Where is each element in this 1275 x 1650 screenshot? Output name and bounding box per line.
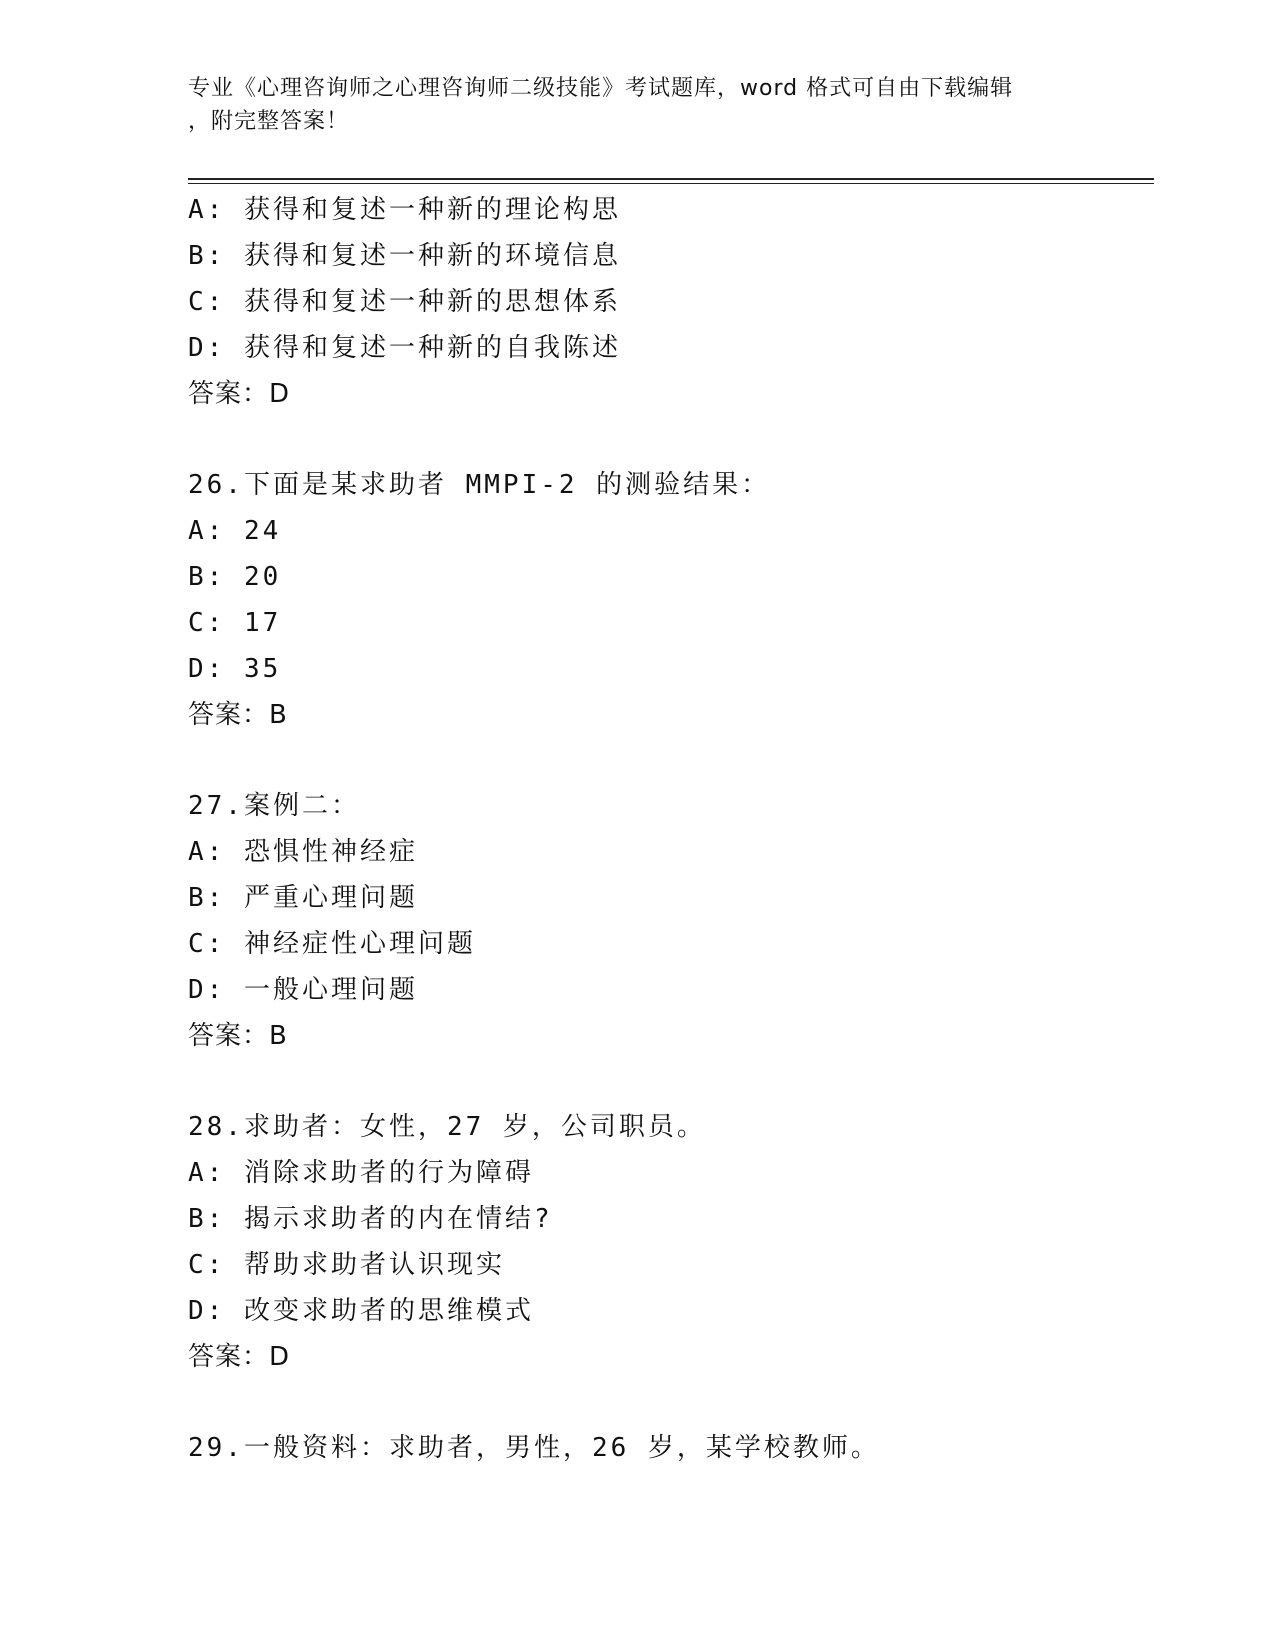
header-divider-thick [188,178,1154,180]
option-b: B: 20 [188,562,282,592]
option-b: B: 获得和复述一种新的环境信息 [188,241,621,271]
answer: 答案：B [188,1021,288,1051]
option-a: A: 获得和复述一种新的理论构思 [188,195,621,225]
option-a: A: 恐惧性神经症 [188,837,418,867]
option-d: D: 35 [188,654,282,684]
option-d: D: 获得和复述一种新的自我陈述 [188,333,621,363]
option-d: D: 一般心理问题 [188,975,418,1005]
answer: 答案：B [188,700,288,730]
question-28 [188,1104,1148,1380]
question-27 [188,783,1148,1059]
header-divider-thin [188,183,1154,184]
option-c: C: 17 [188,608,282,638]
option-b: B: 严重心理问题 [188,883,418,913]
question-stem: 27.案例二： [188,791,360,821]
option-c: C: 获得和复述一种新的思想体系 [188,287,621,317]
option-b: B: 揭示求助者的内在情结? [188,1204,553,1234]
option-d: D: 改变求助者的思维模式 [188,1296,534,1326]
question-block-continued [188,187,1148,417]
question-stem: 28.求助者：女性，27 岁，公司职员。 [188,1112,706,1142]
option-a: A: 24 [188,516,282,546]
question-list [188,187,1148,1471]
answer: 答案：D [188,1342,291,1372]
option-c: C: 帮助求助者认识现实 [188,1250,505,1280]
question-stem: 29.一般资料：求助者，男性，26 岁，某学校教师。 [188,1433,880,1463]
question-stem: 26.下面是某求助者 MMPI-2 的测验结果： [188,470,771,500]
header-line-1: 专业《心理咨询师之心理咨询师二级技能》考试题库，word 格式可自由下载编辑 [188,76,1014,101]
question-29 [188,1425,1148,1471]
document-header [188,72,1088,138]
option-c: C: 神经症性心理问题 [188,929,476,959]
option-a: A: 消除求助者的行为障碍 [188,1158,534,1188]
header-line-2: ，附完整答案！ [188,109,350,134]
answer: 答案：D [188,379,291,409]
question-26 [188,462,1148,738]
